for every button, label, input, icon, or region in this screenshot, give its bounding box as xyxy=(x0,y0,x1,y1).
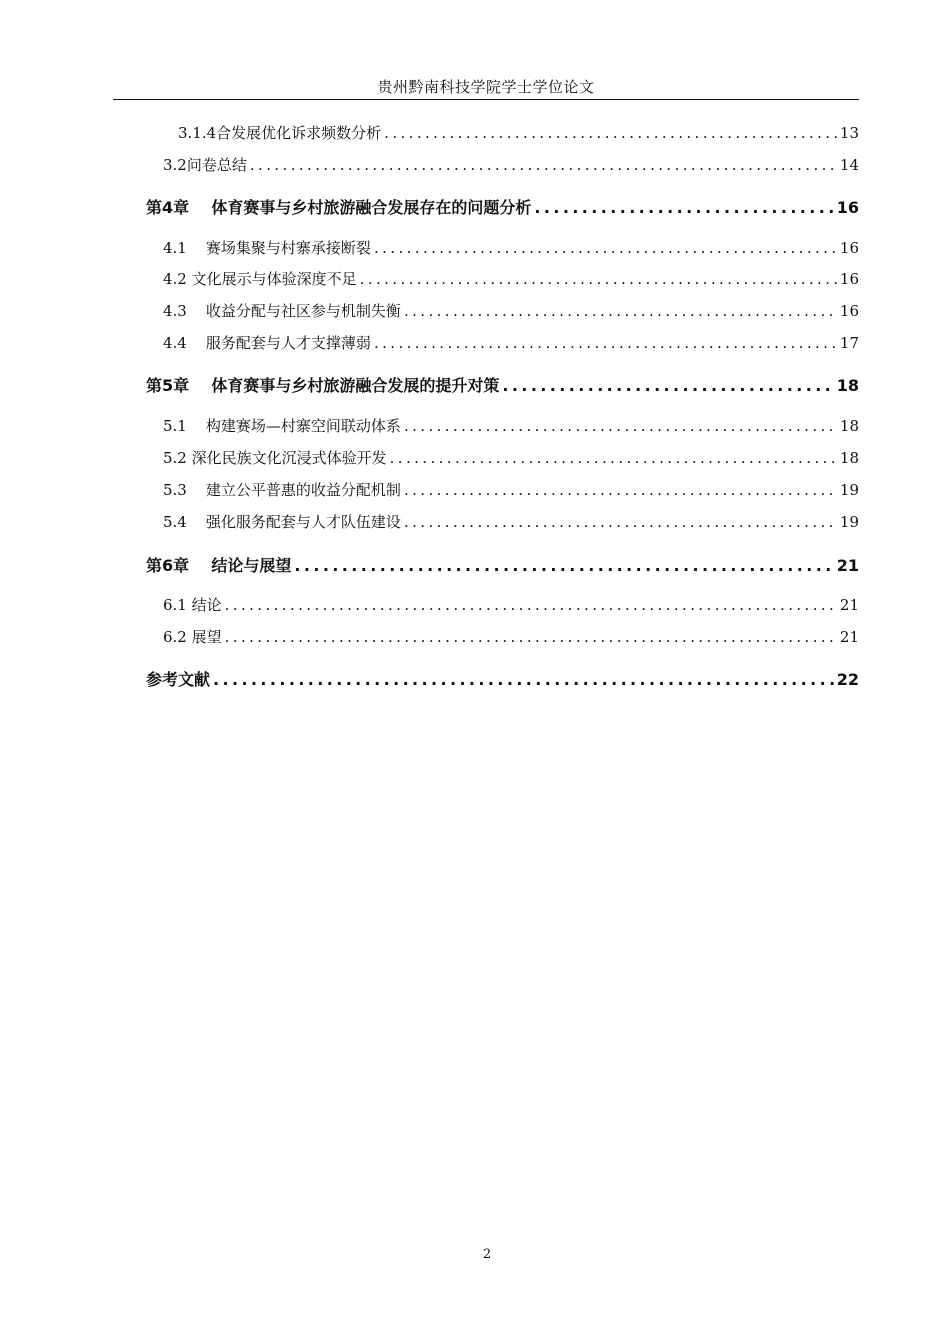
toc-dot-leader xyxy=(294,556,833,575)
toc-dot-leader xyxy=(374,334,837,352)
toc-entry-page: 16 xyxy=(836,198,859,217)
toc-entry[interactable] xyxy=(163,237,859,261)
toc-entry-page: 13 xyxy=(839,124,859,142)
toc-entry-title: 4.3 收益分配与社区参与机制失衡 xyxy=(163,302,401,320)
toc-dot-leader xyxy=(404,513,837,531)
toc-entry-page: 19 xyxy=(839,513,859,531)
toc-entry[interactable] xyxy=(163,626,859,650)
toc-entry-title: 4.2 文化展示与体验深度不足 xyxy=(163,270,357,288)
toc-entry-title: 第6章 结论与展望 xyxy=(146,556,292,575)
toc-entry-title: 3.1.4合发展优化诉求频数分析 xyxy=(178,124,382,142)
toc-entry[interactable] xyxy=(163,447,859,471)
toc-entry-page: 17 xyxy=(839,334,859,352)
toc-dot-leader xyxy=(360,270,837,288)
toc-entry-title: 参考文献 xyxy=(146,670,211,689)
toc-entry-page: 21 xyxy=(839,596,859,614)
toc-entry-page: 19 xyxy=(839,481,859,499)
toc-entry-title: 6.2 展望 xyxy=(163,628,222,646)
toc-entry[interactable] xyxy=(178,122,859,146)
toc-dot-leader xyxy=(225,628,837,646)
page-header: 贵州黔南科技学院学士学位论文 xyxy=(377,78,595,96)
toc-entry-page: 21 xyxy=(836,556,859,575)
toc-entry-title: 6.1 结论 xyxy=(163,596,222,614)
toc-entry-page: 14 xyxy=(839,156,859,174)
toc-chapter-entry[interactable] xyxy=(146,195,859,219)
toc-entry[interactable] xyxy=(163,511,859,535)
toc-entry-page: 18 xyxy=(836,376,859,395)
toc-entry[interactable] xyxy=(163,594,859,618)
toc-dot-leader xyxy=(534,198,833,217)
toc-entry[interactable] xyxy=(163,268,859,292)
toc-entry-page: 16 xyxy=(839,239,859,257)
page-number: 2 xyxy=(482,1247,492,1262)
toc-entry[interactable] xyxy=(163,415,859,439)
toc-entry-title: 第5章 体育赛事与乡村旅游融合发展的提升对策 xyxy=(146,376,500,395)
toc-entry[interactable] xyxy=(163,154,859,178)
toc-entry-title: 5.3 建立公平普惠的收益分配机制 xyxy=(163,481,401,499)
toc-entry-title: 4.4 服务配套与人才支撑薄弱 xyxy=(163,334,371,352)
toc-entry-page: 16 xyxy=(839,302,859,320)
toc-dot-leader xyxy=(384,124,837,142)
toc-chapter-entry[interactable] xyxy=(146,373,859,397)
toc-entry-title: 4.1 赛场集聚与村寨承接断裂 xyxy=(163,239,371,257)
toc-entry[interactable] xyxy=(163,479,859,503)
toc-dot-leader xyxy=(404,417,837,435)
toc-entry-page: 22 xyxy=(836,670,859,689)
toc-dot-leader xyxy=(374,239,837,257)
toc-entry-title: 第4章 体育赛事与乡村旅游融合发展存在的问题分析 xyxy=(146,198,532,217)
toc-entry-page: 16 xyxy=(839,270,859,288)
toc-entry-page: 21 xyxy=(839,628,859,646)
toc-dot-leader xyxy=(390,449,837,467)
toc-chapter-entry[interactable] xyxy=(146,553,859,577)
toc-entry-title: 5.4 强化服务配套与人才队伍建设 xyxy=(163,513,401,531)
header-divider xyxy=(113,99,859,100)
toc-dot-leader xyxy=(404,481,837,499)
toc-entry[interactable] xyxy=(163,332,859,356)
toc-dot-leader xyxy=(404,302,837,320)
toc-chapter-entry[interactable] xyxy=(146,667,859,691)
toc-entry-title: 5.1 构建赛场—村寨空间联动体系 xyxy=(163,417,401,435)
toc-dot-leader xyxy=(225,596,837,614)
toc-entry-title: 3.2问卷总结 xyxy=(163,156,247,174)
toc-dot-leader xyxy=(250,156,837,174)
toc-entry-title: 5.2 深化民族文化沉浸式体验开发 xyxy=(163,449,387,467)
toc-dot-leader xyxy=(213,670,834,689)
toc-dot-leader xyxy=(502,376,833,395)
toc-entry-page: 18 xyxy=(839,449,859,467)
toc-entry[interactable] xyxy=(163,300,859,324)
toc-entry-page: 18 xyxy=(839,417,859,435)
